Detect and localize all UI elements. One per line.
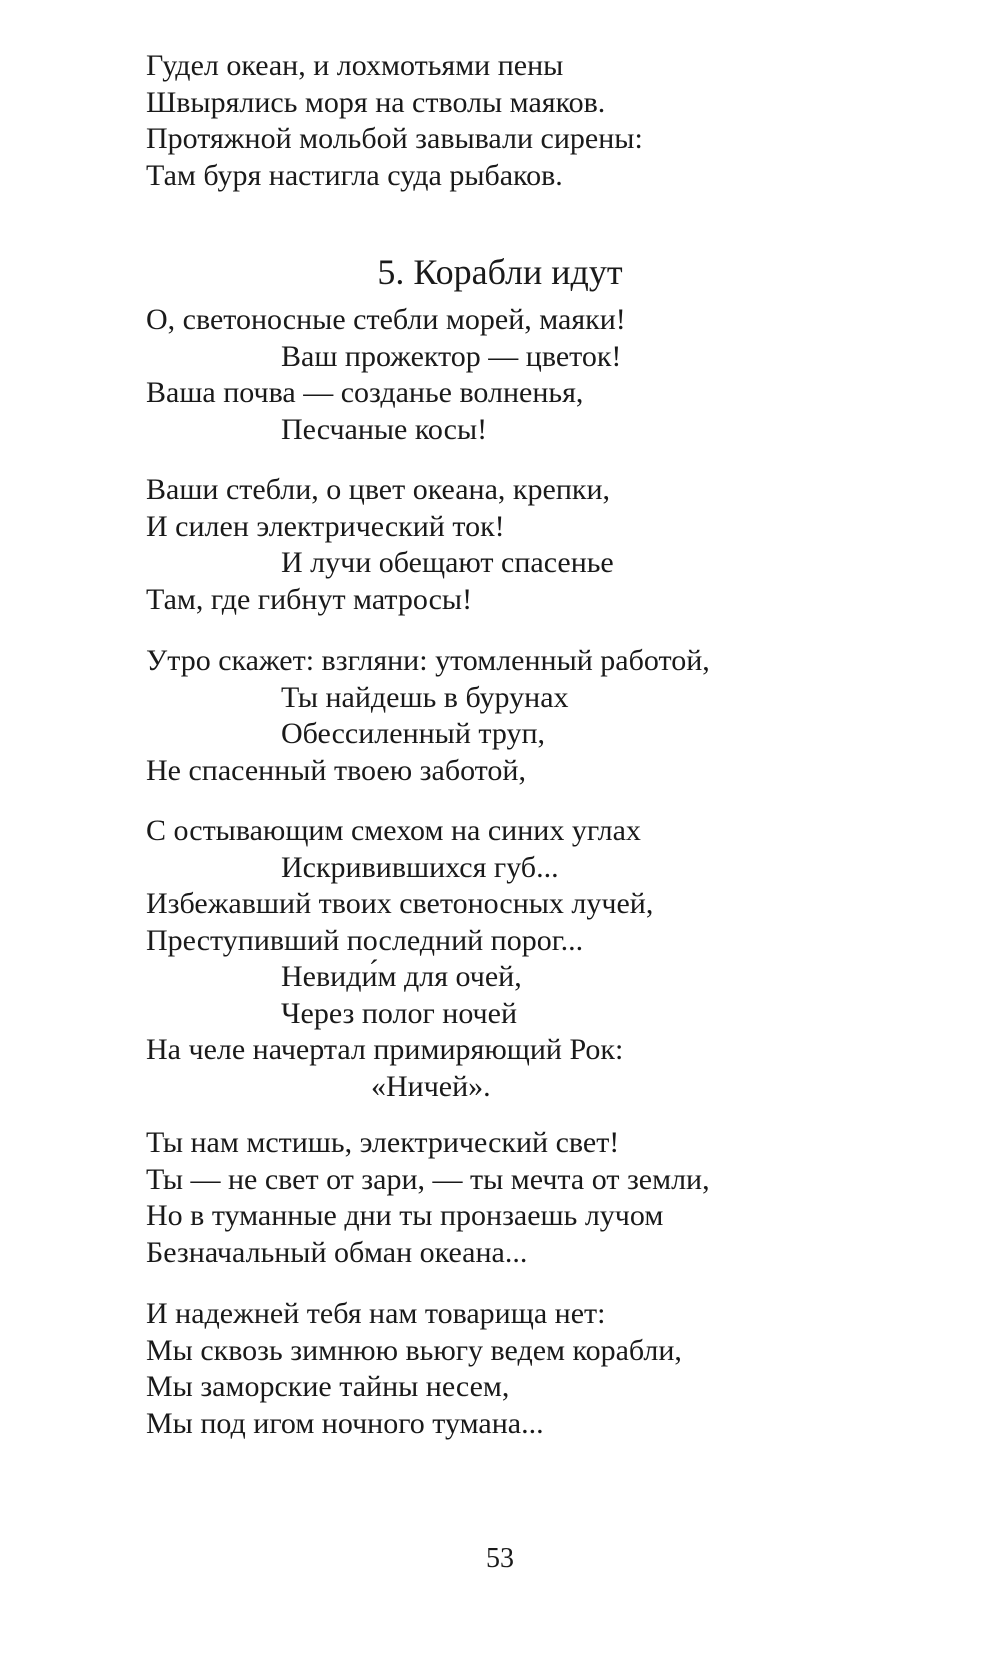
poem-line: Ты нам мстишь, электрический свет! — [146, 1126, 620, 1159]
poem-line: Ты найдешь в бурунах — [281, 680, 569, 714]
poem-line: Через полог ночей — [281, 996, 518, 1030]
poem-line: Ваша почва — созданье волненья, — [146, 376, 584, 409]
poem-line: Ты — не свет от зари, — ты мечта от земли, — [146, 1162, 710, 1196]
poem-line: И надежней тебя нам товарища нет: — [146, 1297, 606, 1330]
section-title: 5. Корабли идут — [377, 252, 623, 292]
poem-line: Гудел океан, и лохмотьями пены — [146, 49, 564, 82]
page-number: 53 — [486, 1543, 514, 1574]
poem-line: Ваш прожектор — цветок! — [281, 339, 622, 373]
poem-line: Избежавший твоих светоносных лучей, — [146, 887, 654, 920]
poem-line: Утро скажет: взгляни: утомленный работой, — [146, 644, 710, 677]
poem-line: Не спасенный твоею заботой, — [146, 753, 526, 787]
poem-line: Мы заморские тайны несем, — [146, 1370, 510, 1403]
poem-line: Невиди́м для очей, — [281, 960, 522, 993]
stanza-5 — [146, 1125, 966, 1271]
poem-line: И силен электрический ток! — [146, 509, 505, 543]
poem-line: Искривившихся губ... — [281, 850, 559, 884]
poem-line: Там, где гибнут матросы! — [146, 582, 473, 616]
poem-line: Мы сквозь зимнюю вьюгу ведем корабли, — [146, 1333, 682, 1367]
poem-line: Преступивший последний порог... — [146, 923, 584, 957]
poem-line: Протяжной мольбой завывали сирены: — [146, 122, 643, 155]
poem-line: Обессиленный труп, — [281, 717, 546, 750]
poem-line: Мы под игом ночного тумана... — [146, 1406, 544, 1440]
poem-line: И лучи обещают спасенье — [281, 546, 614, 579]
stanza-6 — [146, 1296, 966, 1442]
poem-line: С остывающим смехом на синих углах — [146, 814, 641, 847]
stanza-3 — [146, 643, 966, 789]
poem-line: Там буря настигла суда рыбаков. — [146, 158, 563, 192]
poem-line: На челе начертал примиряющий Рок: — [146, 1033, 624, 1066]
stanza-1 — [146, 302, 966, 448]
poem-line: «Ничей». — [371, 1069, 491, 1103]
poem-line: О, светоносные стебли морей, маяки! — [146, 303, 626, 336]
intro-stanza — [146, 48, 966, 194]
poem-line: Безначальный обман океана... — [146, 1235, 528, 1269]
poem-line: Песчаные косы! — [281, 412, 488, 446]
stanza-2 — [146, 472, 966, 618]
poem-line: Ваши стебли, о цвет океана, крепки, — [146, 473, 611, 506]
poem-line: Швырялись моря на стволы маяков. — [146, 85, 606, 119]
poem-line: Но в туманные дни ты пронзаешь лучом — [146, 1199, 664, 1232]
stanza-4 — [146, 813, 966, 1105]
